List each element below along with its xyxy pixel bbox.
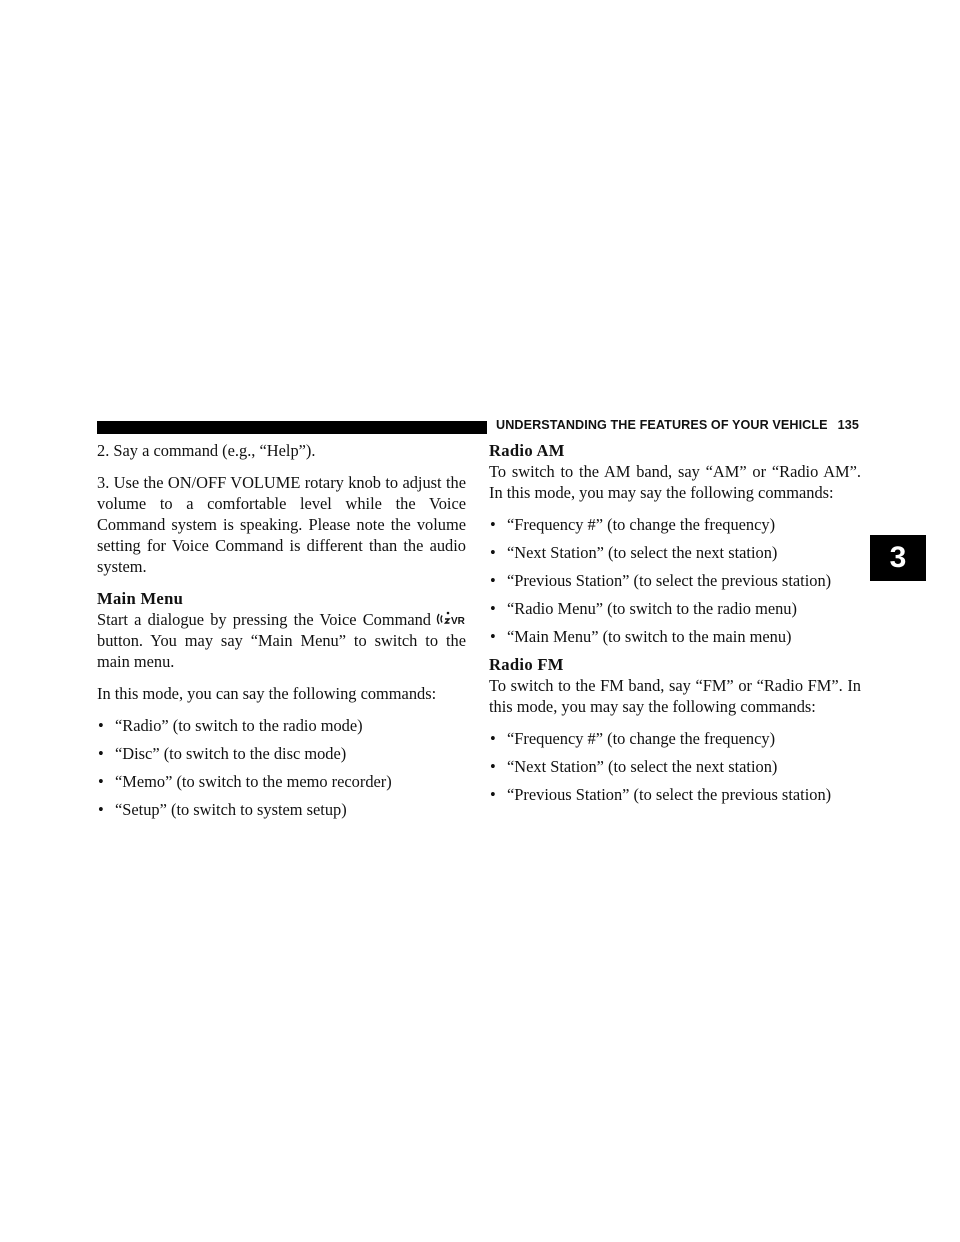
radio-am-heading: Radio AM xyxy=(489,441,565,460)
header-rule xyxy=(97,421,487,434)
section-title: UNDERSTANDING THE FEATURES OF YOUR VEHICLE xyxy=(496,418,828,432)
list-item xyxy=(489,598,861,619)
radio-am-command-list xyxy=(489,514,861,647)
bullet: • xyxy=(98,800,104,819)
bullet: • xyxy=(98,744,104,763)
list-item-text: “Memo” (to switch to the memo recorder) xyxy=(115,772,392,791)
main-menu-command-list xyxy=(97,715,466,820)
radio-fm-command-list xyxy=(489,728,861,805)
step-2: 2. Say a command (e.g., “Help”). xyxy=(97,441,316,460)
list-item-text: “Next Station” (to select the next station) xyxy=(507,757,778,776)
bullet: • xyxy=(490,543,496,562)
page-number: 135 xyxy=(837,418,859,432)
list-item xyxy=(97,715,466,736)
list-item-text: “Previous Station” (to select the previous station) xyxy=(507,785,832,804)
right-column xyxy=(489,440,861,812)
list-item xyxy=(97,771,466,792)
bullet: • xyxy=(490,785,496,804)
bullet: • xyxy=(490,627,496,646)
bullet: • xyxy=(98,772,104,791)
list-item-text: “Next Station” (to select the next station) xyxy=(507,543,778,562)
step-3: 3. Use the ON/OFF VOLUME rotary knob to adjust the volume to a comfortable level while the Voice Command system is speaking. Please note the volume setting for Voice Command is different than the audio system. xyxy=(97,473,466,576)
list-item-text: “Main Menu” (to switch to the main menu) xyxy=(507,627,792,646)
list-item xyxy=(489,756,861,777)
radio-am-intro: To switch to the AM band, say “AM” or “Radio AM”. In this mode, you may say the following commands: xyxy=(489,462,861,502)
list-item xyxy=(489,784,861,805)
list-item xyxy=(489,728,861,749)
list-item xyxy=(97,743,466,764)
svg-text:VR: VR xyxy=(451,616,465,627)
list-item-text: “Setup” (to switch to system setup) xyxy=(115,800,347,819)
list-item-text: “Frequency #” (to change the frequency) xyxy=(507,515,776,534)
left-column xyxy=(97,440,466,827)
list-item xyxy=(489,626,861,647)
running-header xyxy=(496,418,859,432)
bullet: • xyxy=(490,515,496,534)
list-item-text: “Radio” (to switch to the radio mode) xyxy=(115,716,363,735)
radio-fm-heading: Radio FM xyxy=(489,655,564,674)
list-item-text: “Frequency #” (to change the frequency) xyxy=(507,729,776,748)
list-item-text: “Disc” (to switch to the disc mode) xyxy=(115,744,347,763)
list-item xyxy=(489,570,861,591)
list-item-text: “Radio Menu” (to switch to the radio menu) xyxy=(507,599,797,618)
main-menu-intro-end: button. You may say “Main Menu” to switch to the main menu. xyxy=(97,631,466,671)
bullet: • xyxy=(490,729,496,748)
chapter-tab: 3 xyxy=(870,535,926,581)
bullet: • xyxy=(490,757,496,776)
main-menu-heading: Main Menu xyxy=(97,589,184,608)
list-item xyxy=(97,799,466,820)
main-menu-intro-start: Start a dialogue by pressing the Voice Command xyxy=(97,610,431,629)
bullet: • xyxy=(490,571,496,590)
bullet: • xyxy=(98,716,104,735)
main-menu-intro xyxy=(97,609,466,672)
main-menu-mode-text: In this mode, you can say the following commands: xyxy=(97,684,437,703)
radio-fm-intro: To switch to the FM band, say “FM” or “Radio FM”. In this mode, you may say the following commands: xyxy=(489,676,861,716)
list-item xyxy=(489,542,861,563)
list-item-text: “Previous Station” (to select the previous station) xyxy=(507,571,832,590)
bullet: • xyxy=(490,599,496,618)
voice-recognition-icon xyxy=(434,610,466,628)
list-item xyxy=(489,514,861,535)
